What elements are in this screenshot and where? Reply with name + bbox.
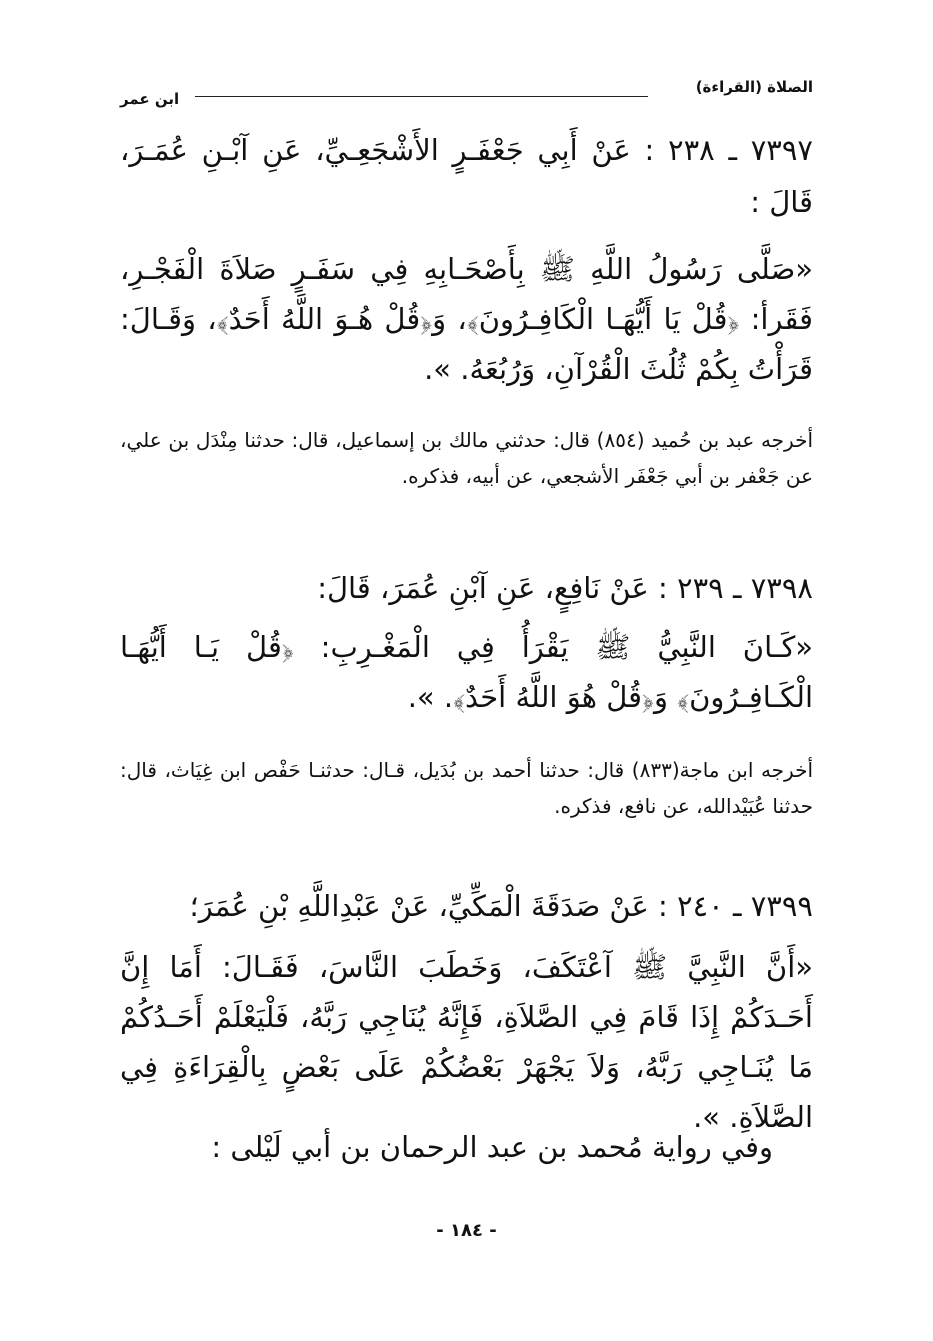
hadith-1-text: «صَلَّى رَسُولُ اللَّهِ ﷺ بِأَصْحَـابِهِ فِي سَفَـرٍ صَلاَةَ الْفَجْـرِ، فَقَرأ: ﴿قُلْ يَا أَيُّهَـا الْكَافِـرُونَ﴾، وَ﴿قُلْ هُـوَ اللَّهُ أَحَدٌ﴾، وَقَـالَ: قَرَأْتُ بِكُمْ ثُلُثَ الْقُرْآنِ، وَرُبُعَهُ. ». <box>120 252 813 386</box>
running-header <box>120 78 813 108</box>
hadith-2-heading: ٧٣٩٨ ـ ٢٣٩ : عَنْ نَافِعٍ، عَنِ آبْنِ عُمَرَ، قَالَ: <box>317 571 813 605</box>
hadith-1-takhrij: أخرجه عبد بن حُميد (٨٥٤) قال: حدثني مالك بن إسماعيل، قال: حدثنا مِنْدَل بن علي، عن جَعْفر بن أبي جَعْفَر الأشجعي، عن أبيه، فذكره. <box>120 428 813 488</box>
hadith-1-heading: ٧٣٩٧ ـ ٢٣٨ : عَنْ أَبِي جَعْفَـرٍ الأَشْجَعِـيِّ، عَنِ آبْـنِ عُمَـرَ، قَالَ : <box>120 133 813 219</box>
narrator-title: ابن عمر <box>120 90 180 108</box>
page-number: - ١٨٤ - <box>436 1220 497 1241</box>
hadith-2-text: «كَـانَ النَّبِيُّ ﷺ يَقْرَأُ فِي الْمَغْـرِبِ: ﴿قُلْ يَـا أَيُّهَـا الْكَـافِـرُونَ﴾ وَ﴿قُلْ هُوَ اللَّهُ أَحَدٌ﴾. ». <box>120 630 813 714</box>
chapter-title: الصلاة (القراءة) <box>695 78 813 96</box>
hadith-3-heading: ٧٣٩٩ ـ ٢٤٠ : عَنْ صَدَقَةَ الْمَكِّيِّ، عَنْ عَبْدِاللَّهِ بْنِ عُمَرَ؛ <box>189 889 813 923</box>
header-rule <box>195 96 648 97</box>
hadith-3-text: «أَنَّ النَّبِيَّ ﷺ آعْتَكَفَ، وَخَطَبَ النَّاسَ، فَقَـالَ: أَمَا إِنَّ أَحَـدَكُمْ إِذَا قَامَ فِي الصَّلاَةِ، فَإِنَّهُ يُنَاجِي رَبَّهُ، فَلْيَعْلَمْ أَحَـدُكُمْ مَا يُنَـاجِي رَبَّهُ، وَلاَ يَجْهَرْ بَعْضُكُمْ عَلَى بَعْضٍ بِالْقِرَاءَةِ فِي الصَّلاَةِ. ». <box>120 950 813 1134</box>
hadith-2-takhrij: أخرجه ابن ماجة(٨٣٣) قال: حدثنا أحمد بن بُدَيل، قـال: حدثنـا حَفْص ابن غِيَاث، قال: حدثنا عُبَيْدالله، عن نافع، فذكره. <box>120 758 813 818</box>
hadith-3-continuation: وفي رواية مُحمد بن عبد الرحمان بن أبي لَيْلى : <box>211 1130 773 1164</box>
